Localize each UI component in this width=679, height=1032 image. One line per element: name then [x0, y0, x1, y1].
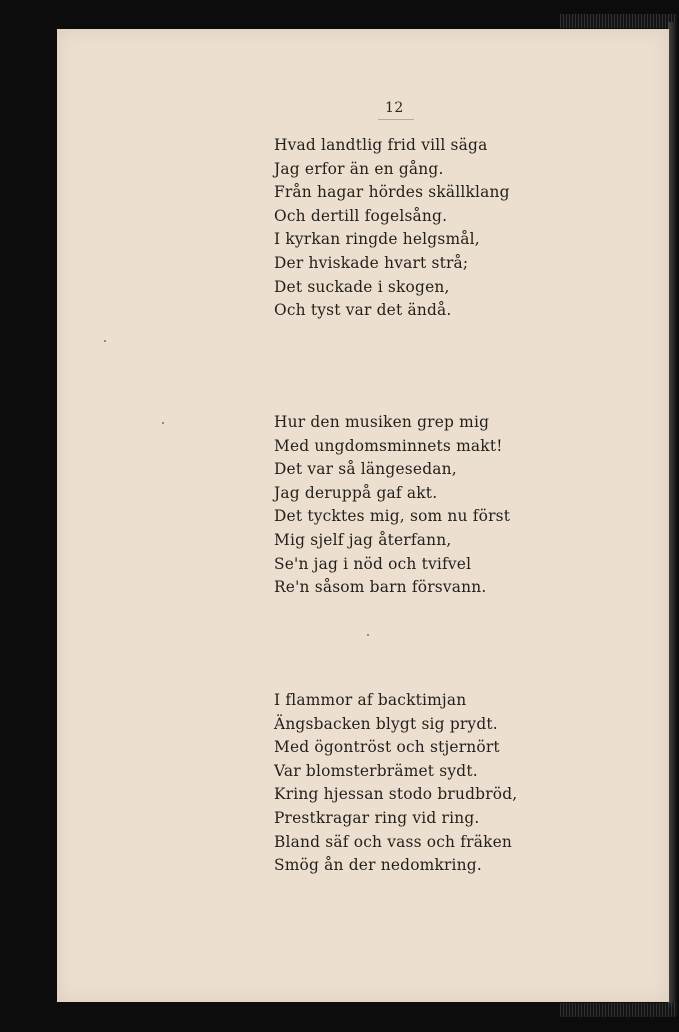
verse-line: Jag erfor än en gång. — [274, 159, 444, 178]
verse-line: Hur den musiken grep mig — [274, 413, 490, 431]
verse-line: Kring hjessan stodo brudbröd, — [274, 785, 518, 804]
verse-line: Hvad landtlig frid vill säga — [274, 136, 488, 154]
book-edge-top — [560, 14, 677, 28]
verse-line: I kyrkan ringde helgsmål, — [274, 230, 480, 249]
paper-speck — [162, 422, 164, 424]
verse-line: Med ungdomsminnets makt! — [274, 436, 503, 455]
verse-line: Prestkragar ring vid ring. — [274, 808, 480, 827]
verse-line: Och tyst var det ändå. — [274, 301, 452, 320]
paper-speck — [104, 340, 106, 342]
book-edge-bottom — [560, 1003, 677, 1017]
verse-line: Det var så längesedan, — [274, 460, 457, 479]
verse-line: Med ögontröst och stjernört — [274, 738, 500, 757]
verse-line: I flammor af backtimjan — [274, 691, 467, 709]
page-number: 12 — [385, 100, 404, 116]
verse-line: Re'n såsom barn försvann. — [274, 578, 487, 597]
verse-line: Och dertill fogelsång. — [274, 206, 448, 225]
stanza-1 — [274, 134, 604, 323]
page-number-rule — [378, 119, 414, 120]
verse-line: Smög ån der nedomkring. — [274, 856, 482, 875]
verse-line: Ängsbacken blygt sig prydt. — [274, 714, 498, 733]
verse-line: Se'n jag i nöd och tvifvel — [274, 554, 472, 573]
verse-line: Det suckade i skogen, — [274, 277, 450, 296]
verse-line: Bland säf och vass och fräken — [274, 832, 513, 851]
verse-line: Det tycktes mig, som nu först — [274, 507, 511, 526]
stanza-2 — [274, 411, 604, 600]
paper-speck — [367, 634, 369, 636]
verse-line: Från hagar hördes skällklang — [274, 183, 510, 202]
stanza-3 — [274, 689, 604, 878]
verse-line: Jag deruppå gaf akt. — [274, 483, 438, 502]
verse-line: Mig sjelf jag återfann, — [274, 530, 452, 549]
book-edge-right — [668, 22, 677, 1007]
verse-line: Der hviskade hvart strå; — [274, 253, 469, 272]
verse-line: Var blomsterbrämet sydt. — [274, 761, 478, 780]
